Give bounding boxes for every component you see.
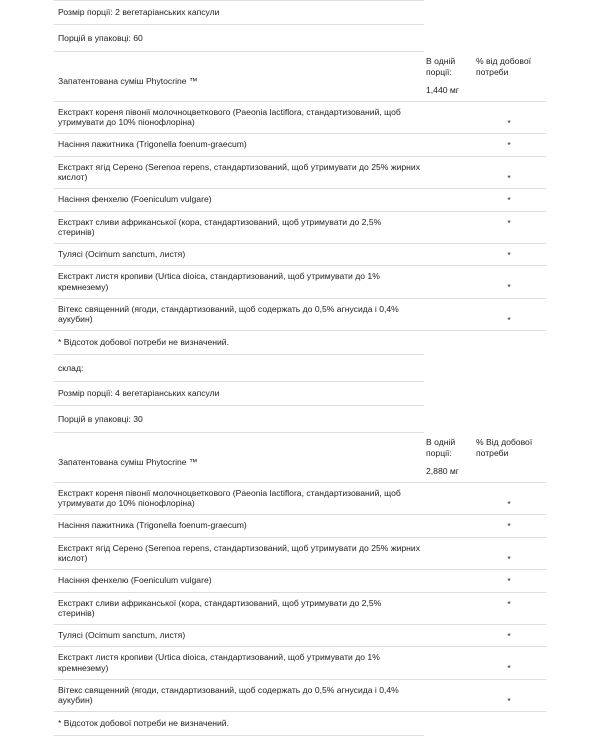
ingredient-row — [54, 538, 546, 571]
ingredient-name: Екстракт сливи африканської (кора, стандартизований, щоб утримувати до 2,5% стеринів) — [58, 597, 382, 618]
ingredient-name: Екстракт кореня півонії молочноцветкового (Paeonia lactiflora, стандартизований, щоб утримувати до 10% піонофлоріна) — [58, 487, 401, 508]
ingredient-name: Екстракт кореня півонії молочноцветкового (Paeonia lactiflora, стандартизований, щоб утримувати до 10% піонофлоріна) — [58, 106, 401, 127]
ingredient-row — [54, 647, 546, 680]
ingredient-row — [54, 189, 546, 212]
ingredient-dv: * — [507, 117, 511, 128]
ingredient-name: Тулясі (Ocimum sanctum, листя) — [58, 248, 186, 259]
ingredient-dv: * — [507, 663, 511, 673]
servings-per-container-row — [54, 406, 424, 434]
ingredient-dv: * — [507, 553, 511, 564]
ingredient-dv: * — [507, 521, 511, 531]
ingredient-name: Насіння пажитника (Trigonella foenum-graecum) — [58, 139, 247, 149]
dv-header: % Від добової потреби — [476, 437, 533, 458]
ingredient-dv: * — [507, 314, 511, 325]
ingredient-dv: * — [507, 140, 511, 150]
ingredient-name: Насіння фенхелю (Foeniculum vulgare) — [58, 194, 212, 204]
section-label: склад: — [54, 355, 424, 383]
ingredient-dv: * — [507, 217, 511, 228]
blend-name: Запатентована суміш Phytocrine ™ — [58, 457, 198, 467]
ingredient-row — [54, 299, 546, 332]
ingredient-row — [54, 625, 546, 648]
ingredient-row — [54, 134, 546, 157]
ingredient-dv: * — [507, 498, 511, 509]
ingredient-dv: * — [507, 282, 511, 292]
ingredient-name: Екстракт листя кропиви (Urtica dioica, стандартизований, щоб утримувати до 1% кремнезему) — [58, 652, 380, 673]
ingredient-name: Вітекс священний (ягоди, стандартизований, щоб содержать до 0,5% агнусида і 0,4% аукубин) — [58, 684, 399, 705]
serving-size-row — [54, 382, 424, 406]
ingredient-row — [54, 593, 546, 625]
amount-header: В одній порції: — [426, 56, 456, 77]
servings-per-container-row — [54, 25, 424, 53]
ingredient-row — [54, 157, 546, 190]
dv-header: % від добової потреби — [476, 56, 532, 77]
table-header — [54, 433, 546, 483]
ingredient-dv: * — [507, 695, 511, 706]
ingredient-name: Екстракт ягід Серено (Serenoa repens, стандартизований, щоб утримувати до 25% жирних кислот) — [58, 542, 420, 563]
ingredient-dv: * — [507, 172, 511, 183]
blend-amount: 2,880 мг — [426, 466, 459, 476]
ingredient-dv: * — [507, 630, 511, 641]
servings-per-container: Порцій в упаковці: 30 — [58, 413, 143, 424]
blend-amount: 1,440 мг — [426, 85, 459, 95]
ingredient-name: Екстракт сливи африканської (кора, стандартизований, щоб утримувати до 2,5% стеринів) — [58, 216, 382, 237]
table-header — [54, 52, 546, 102]
ingredient-name: Вітекс священний (ягоди, стандартизований, щоб содержать до 0,5% агнусида і 0,4% аукубин) — [58, 303, 399, 324]
supplement-facts — [54, 0, 546, 736]
ingredient-row — [54, 212, 546, 244]
ingredient-name: Тулясі (Ocimum sanctum, листя) — [58, 629, 186, 640]
ingredient-dv: * — [507, 598, 511, 609]
serving-size-row — [54, 0, 424, 25]
ingredient-name: Насіння фенхелю (Foeniculum vulgare) — [58, 575, 212, 585]
serving-size: Розмір порції: 2 вегетаріанських капсули — [58, 7, 220, 17]
ingredient-name: Екстракт ягід Серено (Serenoa repens, стандартизований, щоб утримувати до 25% жирних кислот) — [58, 161, 420, 182]
ingredient-row — [54, 266, 546, 299]
ingredient-row — [54, 570, 546, 593]
ingredient-row — [54, 244, 546, 267]
ingredient-row — [54, 102, 546, 135]
amount-header: В одній порції: — [426, 437, 456, 458]
ingredient-dv: * — [507, 249, 511, 260]
ingredient-name: Насіння пажитника (Trigonella foenum-graecum) — [58, 520, 247, 530]
ingredient-dv: * — [507, 576, 511, 586]
ingredient-row — [54, 483, 546, 516]
ingredient-name: Екстракт листя кропиви (Urtica dioica, стандартизований, щоб утримувати до 1% кремнезему) — [58, 271, 380, 292]
servings-per-container: Порцій в упаковці: 60 — [58, 32, 143, 43]
ingredient-row — [54, 680, 546, 713]
serving-size: Розмір порції: 4 вегетаріанських капсули — [58, 388, 220, 398]
blend-name: Запатентована суміш Phytocrine ™ — [58, 76, 198, 86]
ingredient-dv: * — [507, 195, 511, 205]
footnote: * Відсоток добової потреби не визначений. — [54, 331, 424, 355]
footnote: * Відсоток добової потреби не визначений. — [54, 712, 424, 736]
ingredient-row — [54, 515, 546, 538]
